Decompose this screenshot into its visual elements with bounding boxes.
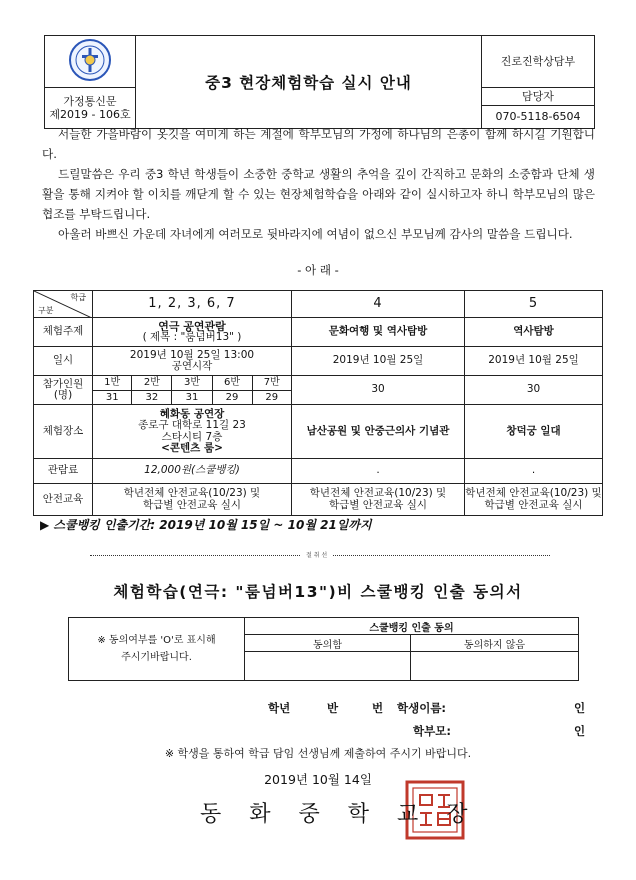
- disagree-label: 동의하지 않음: [411, 635, 579, 652]
- corner-cell: [34, 291, 93, 318]
- theme-col3: 역사탐방: [465, 318, 603, 347]
- date-col1: [93, 347, 292, 376]
- notice-category: 가정통신문: [63, 95, 117, 108]
- row-label-participants: [34, 376, 93, 405]
- schedule-table: [33, 290, 603, 516]
- class-count: 29: [252, 390, 291, 404]
- place-col1: [93, 405, 292, 459]
- school-logo-cell: [45, 36, 136, 88]
- safety-line-2: 학급별 안전교육 실시: [329, 498, 427, 511]
- corner-top-label: 학급: [70, 293, 86, 302]
- fee-col2: .: [292, 459, 465, 484]
- safety-line-2: 학급별 안전교육 실시: [484, 498, 583, 511]
- safety-col2: [292, 484, 465, 516]
- theme-col1: [93, 318, 292, 347]
- contact-cell: [482, 88, 595, 129]
- date-note: 공연시작: [171, 360, 213, 372]
- safety-line-1: 학년전체 안전교육(10/23) 및: [123, 487, 261, 499]
- notice-number: [45, 88, 136, 129]
- place-address: 종로구 대학로 11길 23: [138, 419, 246, 431]
- class-count: 29: [212, 390, 252, 404]
- safety-line-2: 학급별 안전교육 실시: [143, 498, 241, 511]
- class-count: 31: [172, 390, 212, 404]
- safety-col3: [465, 484, 603, 516]
- below-heading: - 아 래 -: [297, 263, 339, 277]
- grade-label: 학년: [268, 701, 291, 715]
- row-label-date: 일시: [34, 347, 93, 376]
- place-col3: 창덕궁 일대: [465, 405, 603, 459]
- instruction-line-1: ※ 동의여부를 'O'로 표시해: [97, 635, 216, 646]
- agree-checkbox[interactable]: [245, 652, 411, 681]
- class-label: 6반: [212, 376, 252, 390]
- participants-col3: 30: [465, 376, 603, 405]
- notice-serial: 제2019 - 106호: [49, 108, 131, 121]
- place-room: <콘텐츠 룸>: [161, 442, 223, 454]
- col-header-3: 5: [465, 291, 603, 318]
- class-label: 2반: [132, 376, 172, 390]
- consent-table: [68, 617, 579, 681]
- submission-note: ※ 학생을 통하여 학급 담임 선생님께 제출하여 주시기 바랍니다.: [164, 747, 472, 760]
- intro-text: [42, 124, 595, 244]
- issue-date: 2019년 10월 14일: [264, 772, 372, 787]
- participants-col2: 30: [292, 376, 465, 405]
- place-building: 스타시티 7층: [161, 430, 223, 443]
- corner-bottom-label: 구분: [38, 305, 54, 315]
- date-col2: 2019년 10월 25일: [292, 347, 465, 376]
- number-label: 번: [372, 701, 384, 715]
- class-label: 1반: [93, 376, 132, 390]
- student-name-label: 학생이름:: [397, 701, 447, 715]
- school-name: 동화중학교장: [200, 802, 496, 827]
- date-time: 2019년 10월 25일 13:00: [129, 348, 255, 361]
- participants-col1: [93, 376, 292, 405]
- class-count: 31: [93, 390, 132, 404]
- parent-label: 학부모:: [413, 724, 451, 738]
- row-label-place: 체험장소: [34, 405, 93, 459]
- phone-number: 070-5118-6504: [495, 110, 581, 123]
- class-label: 반: [327, 701, 339, 715]
- safety-col1: [93, 484, 292, 516]
- class-count-table: [93, 376, 291, 404]
- row-label-theme: 체험주제: [34, 318, 93, 347]
- student-seal-mark: 인: [574, 701, 586, 715]
- theme-subtitle: ( 제목 : "룸넘버13" ): [142, 331, 242, 343]
- theme-title: 연극 공연관람: [158, 319, 226, 333]
- participants-unit: (명): [53, 389, 73, 401]
- intro-paragraph-3: 아울러 바쁘신 가운데 자녀에게 여러모로 뒷바라지에 여념이 없으신 부모님께 감사의 말씀을 드립니다.: [58, 227, 573, 241]
- disagree-checkbox[interactable]: [411, 652, 579, 681]
- fee-col1: 12,000원(스쿨뱅킹): [93, 459, 292, 484]
- col-header-2: 4: [292, 291, 465, 318]
- consent-instruction: [69, 618, 245, 681]
- schoolbanking-notice: ▶ 스쿨뱅킹 인출기간: 2019년 10월 15일 ~ 10월 21일까지: [40, 518, 372, 532]
- department: 진로진학상담부: [482, 36, 595, 88]
- school-logo-icon: [68, 38, 112, 82]
- class-count: 32: [132, 390, 172, 404]
- fee-col3: .: [465, 459, 603, 484]
- place-venue: 혜화동 공연장: [159, 407, 225, 420]
- participants-label: 참가인원: [42, 377, 84, 390]
- date-col3: 2019년 10월 25일: [465, 347, 603, 376]
- place-col2: 남산공원 및 안중근의사 기념관: [292, 405, 465, 459]
- row-label-fee: 관람료: [34, 459, 93, 484]
- intro-paragraph-2: 드릴말씀은 우리 중3 학년 학생들이 소중한 중학교 생활의 추억을 깊이 간직하고 문화의 소중함과 단체 생활을 통해 지켜야 할 이치를 깨닫게 할 수 있는 현장체험학습을 아래와 같이 실시하고자 하니 학부모님의 많은 협조를 부탁드립니다.: [42, 167, 595, 221]
- page-title: 중3 현장체험학습 실시 안내: [136, 36, 482, 129]
- consent-header: 스쿨뱅킹 인출 동의: [245, 618, 579, 635]
- instruction-line-2: 주시기바랍니다.: [121, 652, 192, 663]
- theme-col2: 문화여행 및 역사탐방: [292, 318, 465, 347]
- person-label: 담당자: [482, 88, 594, 106]
- header-table: [44, 35, 595, 129]
- cut-line-label: 절 취 선: [301, 550, 332, 559]
- safety-line-1: 학년전체 안전교육(10/23) 및: [309, 487, 447, 499]
- consent-form-title: 체험학습(연극: "룸넘버13")비 스쿨뱅킹 인출 동의서: [113, 583, 523, 601]
- row-label-safety: 안전교육: [34, 484, 93, 516]
- parent-seal-mark: 인: [574, 724, 586, 738]
- col-header-1: 1, 2, 3, 6, 7: [93, 291, 292, 318]
- agree-label: 동의함: [245, 635, 411, 652]
- class-label: 3반: [172, 376, 212, 390]
- safety-line-1: 학년전체 안전교육(10/23) 및: [465, 487, 602, 499]
- class-label: 7반: [252, 376, 291, 390]
- intro-paragraph-1: 서늘한 가을바람이 옷깃을 여미게 하는 계절에 학부모님의 가정에 하나님의 은총이 함께 하시길 기원합니다.: [42, 127, 595, 161]
